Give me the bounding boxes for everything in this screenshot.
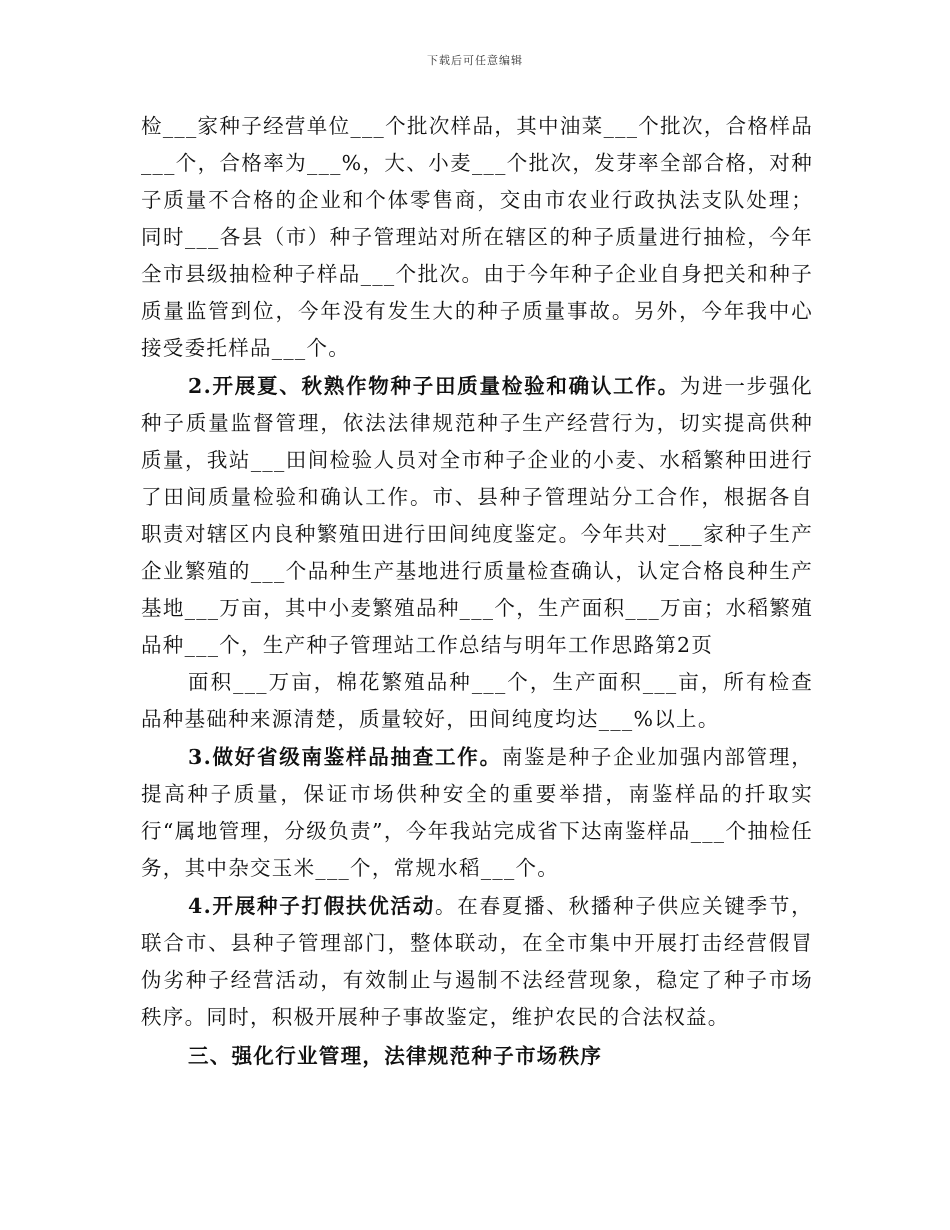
section-3-heading: 三、强化行业管理，法律规范种子市场秩序 — [188, 1044, 603, 1068]
paragraph-item-4 — [141, 888, 813, 1036]
document-body — [141, 108, 813, 1075]
page-header-note: 下载后可任意编辑 — [427, 54, 523, 67]
paragraph-item-3 — [141, 739, 813, 887]
item-2-body: 为进一步强化种子质量监督管理，依法法律规范种子生产经营行为，切实提高供种质量，我站___田间检验人员对全市种子企业的小麦、水稻繁种田进行了田间质量检验和确认工作。市、县种子管理站分工合作，根据各自职责对辖区内良种繁殖田进行田间纯度鉴定。今年共对___家种子生产企业繁殖的___个品种生产基地进行质量检查确认，认定合格良种生产基地___万亩，其中小麦繁殖品种___个，生产面积___万亩；水稻繁殖品种___个，生产种子管理站工作总结与明年工作思路第2页 — [141, 374, 813, 657]
item-4-title: 4.开展种子打假扶优活动 — [188, 894, 436, 918]
paragraph-seed-sampling: 检___家种子经营单位___个批次样品，其中油菜___个批次，合格样品___个，合格率为___%，大、小麦___个批次，发芽率全部合格，对种子质量不合格的企业和个体零售商，交由市农业行政执法支队处理；同时___各县（市）种子管理站对所在辖区的种子质量进行抽检，今年全市县级抽检种子样品___个批次。由于今年种子企业自身把关和种子质量监管到位，今年没有发生大的种子质量事故。另外，今年我中心接受委托样品___个。 — [141, 114, 813, 360]
paragraph-continuation: 面积___万亩，棉花繁殖品种___个，生产面积___亩，所有检查品种基础种来源清楚，质量较好，田间纯度均达___%以上。 — [141, 670, 813, 731]
paragraph-item-2 — [141, 368, 813, 664]
item-2-title: 2.开展夏、秋熟作物种子田质量检验和确认工作。 — [188, 374, 680, 398]
item-3-title: 3.做好省级南鉴样品抽查工作。 — [188, 745, 502, 769]
item-3-body: 南鉴是种子企业加强内部管理，提高种子质量，保证市场供种安全的重要举措，南鉴样品的扦取实行“属地管理，分级负责”，今年我站完成省下达南鉴样品___个抽检任务，其中杂交玉米___个，常规水稻___个。 — [141, 745, 813, 880]
item-4-body: 。在春夏播、秋播种子供应关键季节，联合市、县种子管理部门，整体联动，在全市集中开展打击经营假冒伪劣种子经营活动，有效制止与遏制不法经营现象，稳定了种子市场秩序。同时，积极开展种子事故鉴定，维护农民的合法权益。 — [141, 894, 813, 1029]
